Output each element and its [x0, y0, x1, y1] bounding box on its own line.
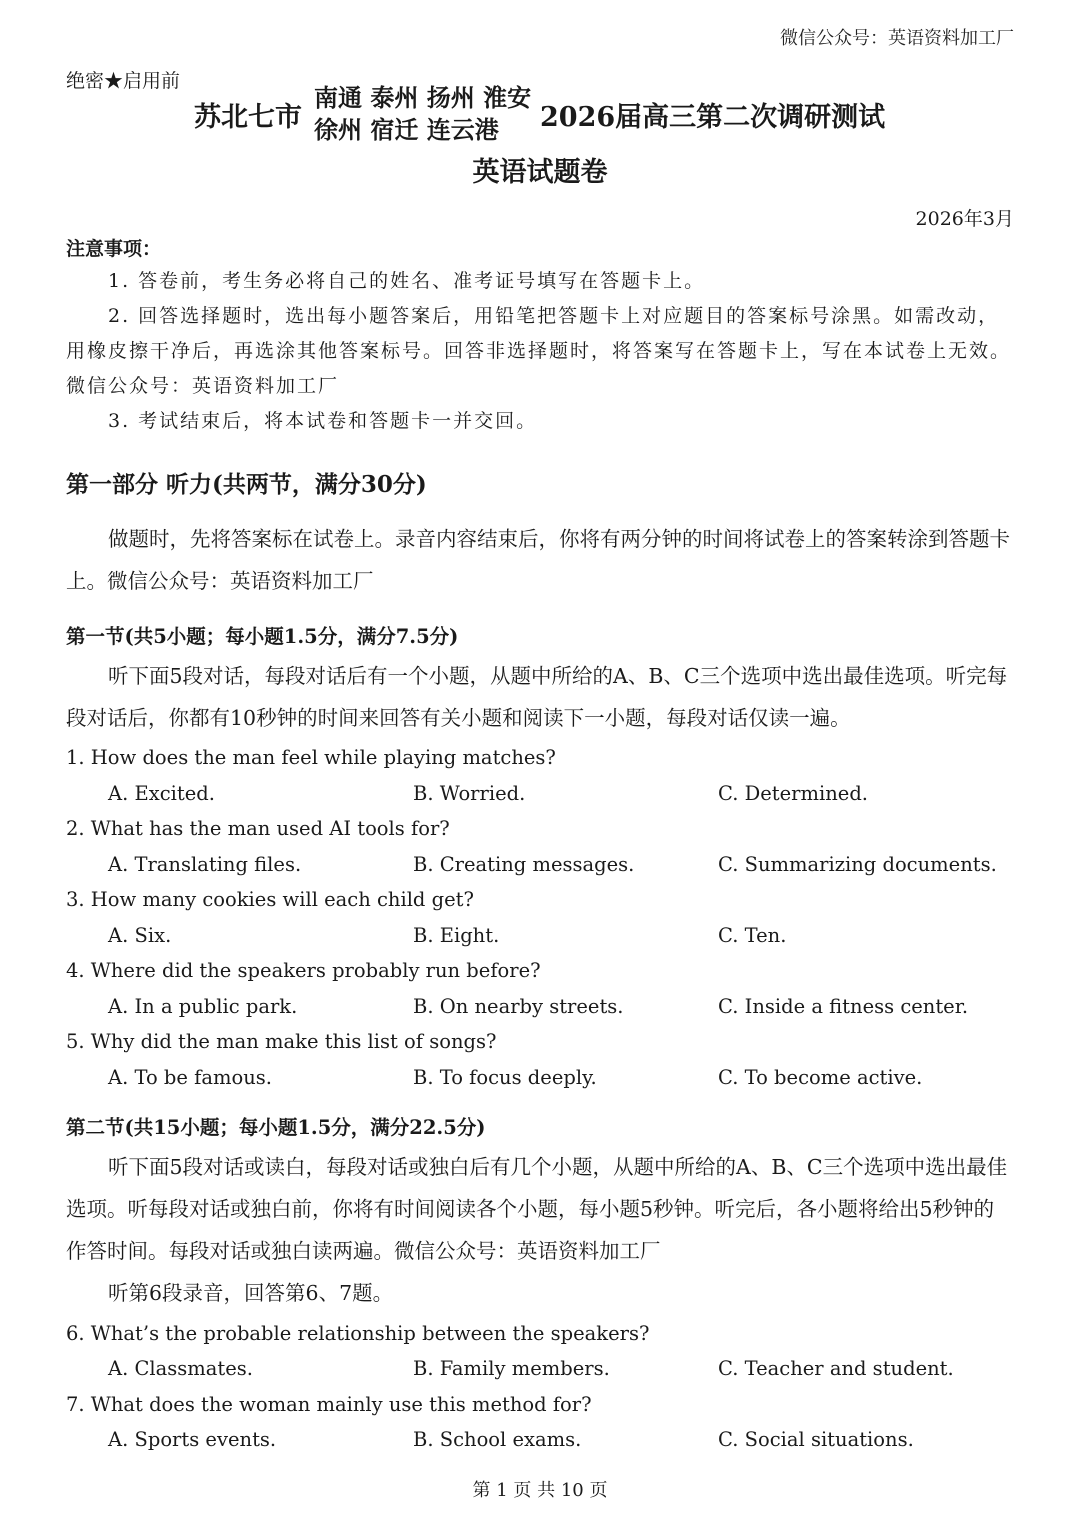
q4-option-a: A. In a public park.: [108, 995, 298, 1018]
q2-option-b: B. Creating messages.: [413, 853, 635, 876]
q1-option-c: C. Determined.: [718, 782, 869, 805]
q1-option-b: B. Worried.: [413, 782, 526, 805]
question-5: 5. Why did the man make this list of songs?: [66, 1030, 497, 1053]
section-2-title: 第二节(共15小题；每小题1.5分，满分22.5分): [66, 1116, 486, 1139]
exam-subtitle: 英语试题卷: [472, 157, 608, 188]
section-2-sub-intro: 听第6段录音，回答第6、7题。: [108, 1281, 394, 1305]
question-1: 1. How does the man feel while playing matches?: [66, 746, 556, 769]
q4-option-b: B. On nearby streets.: [413, 995, 624, 1018]
notes-title: 注意事项：: [66, 238, 162, 260]
q6-option-b: B. Family members.: [413, 1357, 610, 1380]
q7-option-c: C. Social situations.: [718, 1428, 914, 1451]
q3-option-c: C. Ten.: [718, 924, 787, 947]
q5-option-c: C. To become active.: [718, 1066, 923, 1089]
title-region: 苏北七市: [194, 102, 302, 133]
exam-title: 2026届高三第二次调研测试: [540, 102, 886, 133]
note-item-3: 3. 考试结束后，将本试卷和答题卡一并交回。: [108, 410, 538, 432]
confidential-mark: 绝密★启用前: [66, 70, 181, 92]
q2-option-c: C. Summarizing documents.: [718, 853, 997, 876]
q5-option-b: B. To focus deeply.: [413, 1066, 597, 1089]
q6-option-a: A. Classmates.: [108, 1357, 253, 1380]
question-4: 4. Where did the speakers probably run before?: [66, 959, 541, 982]
section-1-intro: 听下面5段对话，每段对话后有一个小题，从题中所给的A、B、C三个选项中选出最佳选项。听完每段对话后，你都有10秒钟的时间来回答有关小题和阅读下一小题，每段对话仅读一遍。: [66, 664, 1008, 730]
q3-option-a: A. Six.: [108, 924, 172, 947]
q1-option-a: A. Excited.: [108, 782, 215, 805]
part-1-title: 第一部分 听力(共两节，满分30分): [66, 471, 427, 498]
note-item-1: 1. 答卷前，考生务必将自己的姓名、准考证号填写在答题卡上。: [108, 270, 706, 292]
note-item-2: 2. 回答选择题时，选出每小题答案后，用铅笔把答题卡上对应题目的答案标号涂黑。如需改动，用橡皮擦干净后，再选涂其他答案标号。回答非选择题时，将答案写在答题卡上，写在本试卷上无效。微信公众号：英语资料加工厂: [66, 305, 1012, 397]
q2-option-a: A. Translating files.: [108, 853, 302, 876]
header-wechat: 微信公众号：英语资料加工厂: [780, 28, 1014, 49]
q7-option-a: A. Sports events.: [108, 1428, 277, 1451]
q5-option-a: A. To be famous.: [108, 1066, 272, 1089]
cities-line-1: 南通 泰州 扬州 淮安: [314, 83, 532, 112]
section-1-title: 第一节(共5小题；每小题1.5分，满分7.5分): [66, 625, 459, 648]
exam-date: 2026年3月: [915, 208, 1014, 230]
question-3: 3. How many cookies will each child get?: [66, 888, 474, 911]
question-2: 2. What has the man used AI tools for?: [66, 817, 450, 840]
q6-option-c: C. Teacher and student.: [718, 1357, 954, 1380]
q4-option-c: C. Inside a fitness center.: [718, 995, 969, 1018]
section-2-intro: 听下面5段对话或读白，每段对话或独白后有几个小题，从题中所给的A、B、C三个选项中选出最佳选项。听每段对话或独白前，你将有时间阅读各个小题，每小题5秒钟。听完后，各小题将给出5秒钟的作答时间。每段对话或独白读两遍。微信公众号：英语资料加工厂: [66, 1155, 1008, 1263]
page-number: 第 1 页 共 10 页: [472, 1480, 608, 1501]
part-1-intro: 做题时，先将答案标在试卷上。录音内容结束后，你将有两分钟的时间将试卷上的答案转涂到答题卡上。微信公众号：英语资料加工厂: [66, 527, 1010, 593]
q7-option-b: B. School exams.: [413, 1428, 582, 1451]
q3-option-b: B. Eight.: [413, 924, 500, 947]
cities-line-2: 徐州 宿迁 连云港: [314, 115, 499, 144]
question-7: 7. What does the woman mainly use this method for?: [66, 1393, 592, 1416]
question-6: 6. What’s the probable relationship between the speakers?: [66, 1322, 650, 1345]
title-cities: [314, 82, 531, 146]
